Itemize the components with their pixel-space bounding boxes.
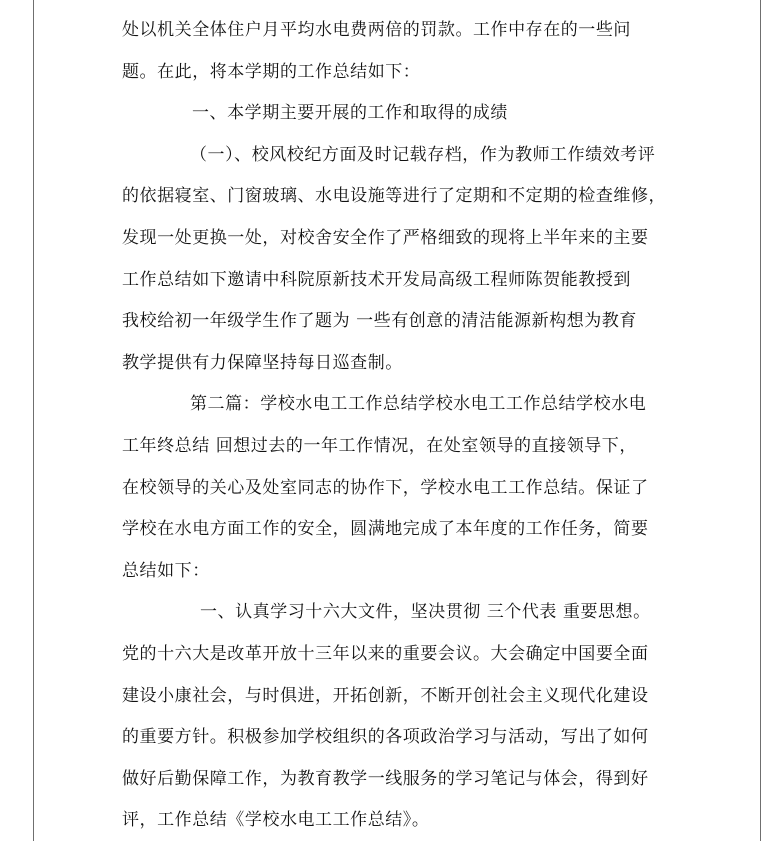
- text-line: 工年终总结 回想过去的一年工作情况，在处室领导的直接领导下，: [122, 435, 637, 456]
- text-line: 题。在此，将本学期的工作总结如下：: [122, 61, 421, 82]
- text-line: 发现一处更换一处，对校舍安全作了严格细致的现将上半年来的主要: [122, 227, 649, 248]
- text-line: 做好后勤保障工作，为教育教学一线服务的学习笔记与体会，得到好: [122, 768, 649, 789]
- text-line: 教学提供有力保障坚持每日巡查制。: [122, 352, 403, 373]
- document-body: [122, 14, 682, 846]
- text-line: 党的十六大是改革开放十三年以来的重要会议。大会确定中国要全面: [122, 643, 649, 664]
- text-line: 我校给初一年级学生作了题为 一些有创意的清洁能源新构想为教育: [122, 311, 637, 332]
- text-line: （一）、校风校纪方面及时记载存档，作为教师工作绩效考评: [190, 144, 656, 165]
- text-line: 一、认真学习十六大文件，坚决贯彻 三个代表 重要思想。: [200, 602, 651, 623]
- text-line: 在校领导的关心及处室同志的协作下，学校水电工工作总结。保证了: [122, 477, 649, 498]
- text-line: 学校在水电方面工作的安全，圆满地完成了本年度的工作任务，简要: [122, 519, 649, 540]
- text-line: 评，工作总结《学校水电工工作总结》。: [122, 810, 430, 831]
- text-line: 总结如下：: [122, 560, 210, 581]
- text-line: 处以机关全体住户月平均水电费两倍的罚款。工作中存在的一些问: [122, 20, 631, 40]
- text-line: 的依据寝室、门窗玻璃、水电设施等进行了定期和不定期的检查维修，: [122, 186, 667, 207]
- text-line: 第二篇：学校水电工工作总结学校水电工工作总结学校水电: [190, 394, 647, 415]
- text-line: 一、本学期主要开展的工作和取得的成绩: [192, 103, 508, 124]
- text-line: 建设小康社会，与时俱进，开拓创新，不断开创社会主义现代化建设: [122, 685, 649, 706]
- text-line: 的重要方针。积极参加学校组织的各项政治学习与活动，写出了如何: [122, 727, 649, 748]
- text-line: 工作总结如下邀请中科院原新技术开发局高级工程师陈贺能教授到: [122, 269, 631, 290]
- document-page: [33, 0, 761, 841]
